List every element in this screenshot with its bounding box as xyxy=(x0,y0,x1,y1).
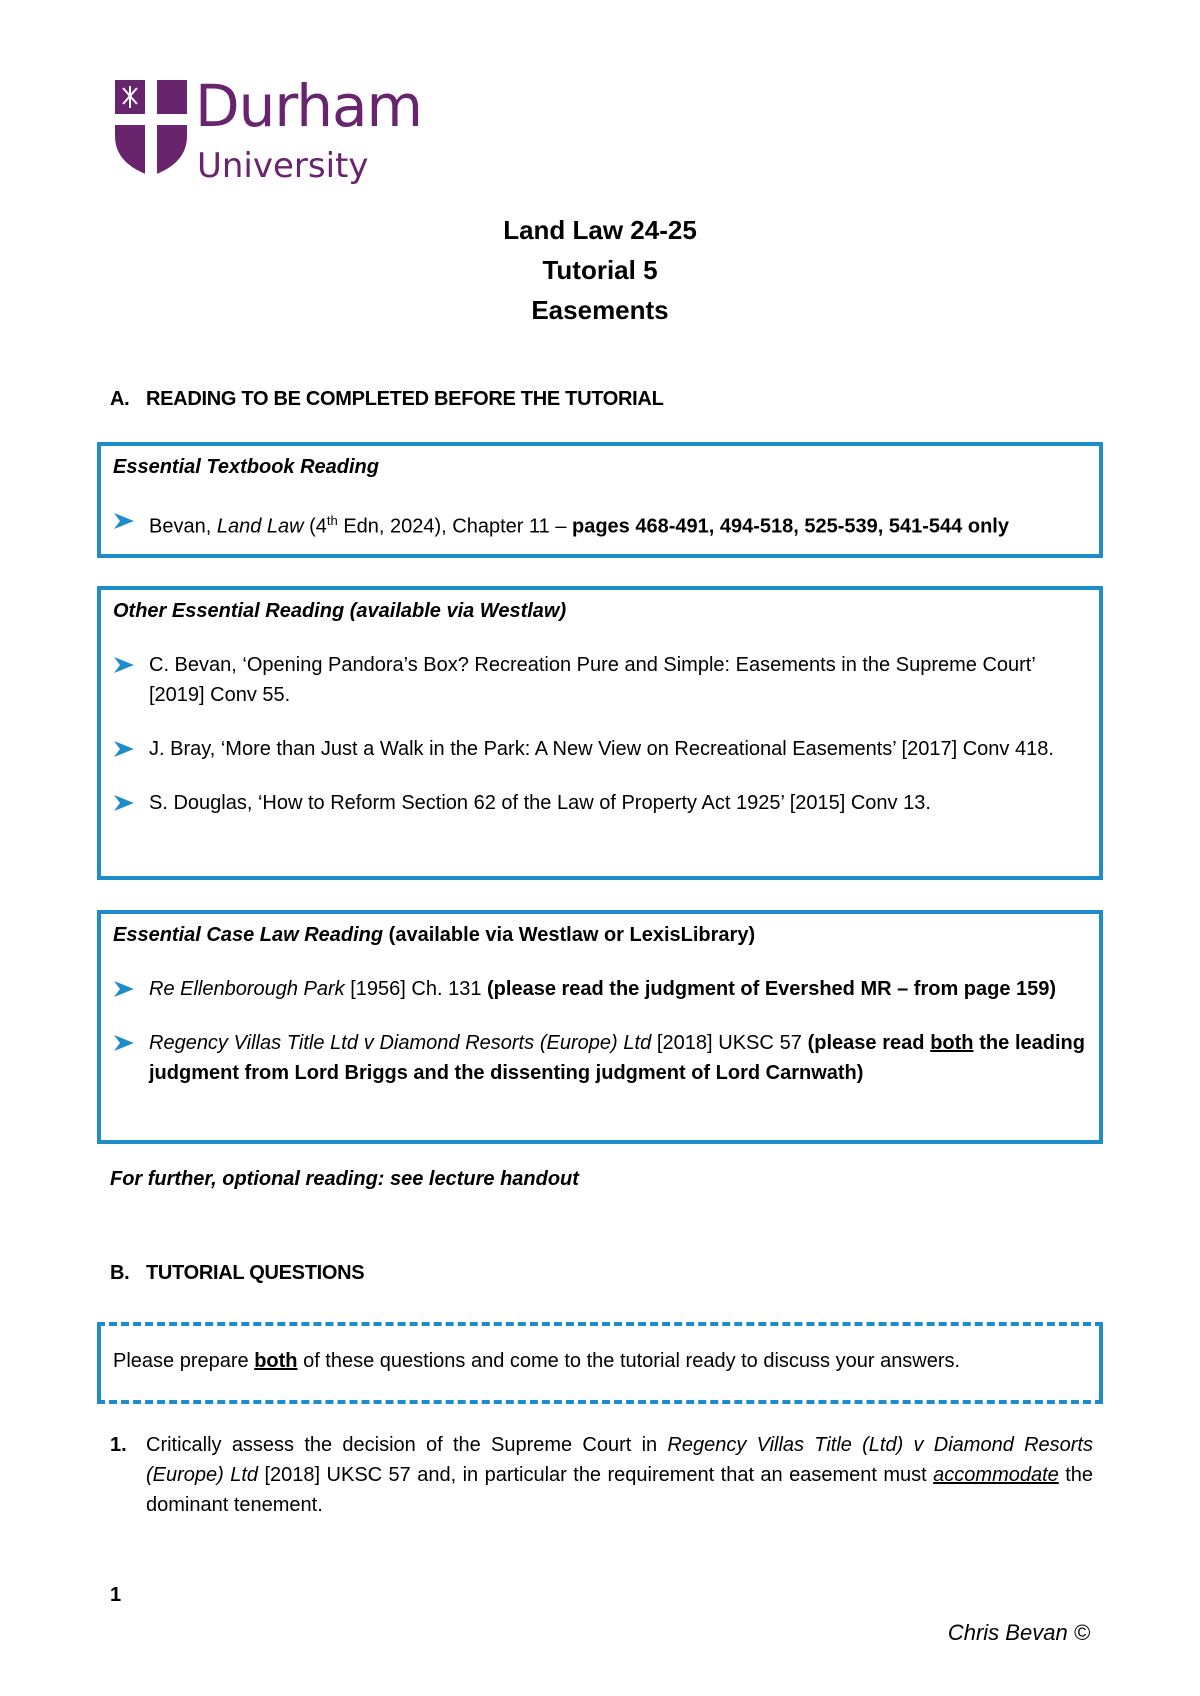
case-note-emphasis: both xyxy=(930,1032,974,1054)
box-title: Essential Textbook Reading xyxy=(113,456,379,478)
instruction-text: of these questions and come to the tutorial ready to discuss your answers. xyxy=(297,1350,961,1372)
crest-icon xyxy=(115,80,187,176)
arrow-bullet-icon xyxy=(113,656,135,674)
question-1 xyxy=(110,1430,1093,1520)
reading-citation: S. Douglas, ‘How to Reform Section 62 of the Law of Property Act 1925’ [2015] Conv 13. xyxy=(149,792,931,814)
logo-subtitle: University xyxy=(197,146,369,186)
tutorial-topic: Easements xyxy=(531,295,669,325)
section-letter: B. xyxy=(110,1262,130,1284)
case-name: Regency Villas Title (Ltd) v Diamond Resorts (Europe) Ltd xyxy=(146,1434,1093,1486)
arrow-bullet-icon xyxy=(113,980,135,998)
list-item xyxy=(113,506,1085,542)
case-note: (please read xyxy=(807,1032,931,1054)
list-item xyxy=(113,1028,1085,1088)
section-a-heading xyxy=(110,388,664,411)
box-title-italic: Essential Case Law Reading xyxy=(113,924,384,946)
other-reading-box xyxy=(97,586,1103,880)
instruction-text: Please prepare xyxy=(113,1350,255,1372)
document-title xyxy=(0,210,1200,330)
logo-wordmark: Durham xyxy=(195,72,423,140)
section-title: READING TO BE COMPLETED BEFORE THE TUTORIAL xyxy=(146,388,664,410)
footer-author: Chris Bevan © xyxy=(947,1620,1090,1645)
case-citation: [2018] UKSC 57 xyxy=(651,1032,808,1054)
case-name: Regency Villas Title Ltd v Diamond Resorts (Europe) Ltd xyxy=(149,1032,652,1054)
book-title: Land Law xyxy=(216,515,304,538)
box-title-rest: (available via Westlaw or LexisLibrary) xyxy=(383,924,756,946)
box-title: Other Essential Reading (available via Westlaw) xyxy=(113,600,567,622)
question-number: 1. xyxy=(110,1434,127,1456)
page-number: 1 xyxy=(110,1584,122,1606)
textbook-reading-box xyxy=(97,442,1103,558)
section-letter: A. xyxy=(110,388,130,410)
question-text-part: Critically assess the decision of the Supreme Court in xyxy=(146,1434,668,1456)
arrow-bullet-icon xyxy=(113,1034,135,1052)
box-title xyxy=(113,920,1085,950)
edition-details: Edn, 2024), Chapter 11 – xyxy=(337,515,572,538)
case-citation: [1956] Ch. 131 xyxy=(344,978,488,1000)
reading-citation: C. Bevan, ‘Opening Pandora’s Box? Recreation Pure and Simple: Easements in the Supreme Court’ [2019] Conv 55. xyxy=(149,654,1036,706)
author: Bevan, xyxy=(149,515,217,538)
case-note: (please read the judgment of Evershed MR – from page 159) xyxy=(487,978,1057,1000)
question-emphasis: accommodate xyxy=(933,1464,1059,1486)
instruction-emphasis: both xyxy=(254,1350,298,1372)
arrow-bullet-icon xyxy=(113,512,135,530)
arrow-bullet-icon xyxy=(113,794,135,812)
list-item xyxy=(113,788,1085,818)
edition-superscript: th xyxy=(326,513,338,528)
section-title: TUTORIAL QUESTIONS xyxy=(146,1262,365,1284)
instruction-box xyxy=(97,1322,1103,1404)
course-title: Land Law 24-25 xyxy=(503,215,697,245)
question-text xyxy=(110,1430,1093,1520)
list-item xyxy=(113,734,1085,764)
case-name: Re Ellenborough Park xyxy=(149,978,345,1000)
edition-prefix: (4 xyxy=(303,515,327,538)
list-item xyxy=(113,974,1085,1004)
case-law-reading-box xyxy=(97,910,1103,1144)
list-item xyxy=(113,650,1085,710)
tutorial-number: Tutorial 5 xyxy=(542,255,658,285)
optional-reading-note: For further, optional reading: see lecture handout xyxy=(110,1168,579,1190)
arrow-bullet-icon xyxy=(113,740,135,758)
reading-citation: J. Bray, ‘More than Just a Walk in the Park: A New View on Recreational Easements’ [2017] Conv 418. xyxy=(149,738,1054,760)
question-text-part: the dominant tenement. xyxy=(146,1464,1094,1516)
university-logo xyxy=(113,72,423,200)
section-b-heading xyxy=(110,1262,364,1285)
question-text-part: [2018] UKSC 57 and, in particular the requirement that an easement must xyxy=(258,1464,934,1486)
page-range: pages 468-491, 494-518, 525-539, 541-544 only xyxy=(572,515,1009,538)
case-note: the leading judgment from Lord Briggs and the dissenting judgment of Lord Carnwath) xyxy=(149,1032,1085,1084)
